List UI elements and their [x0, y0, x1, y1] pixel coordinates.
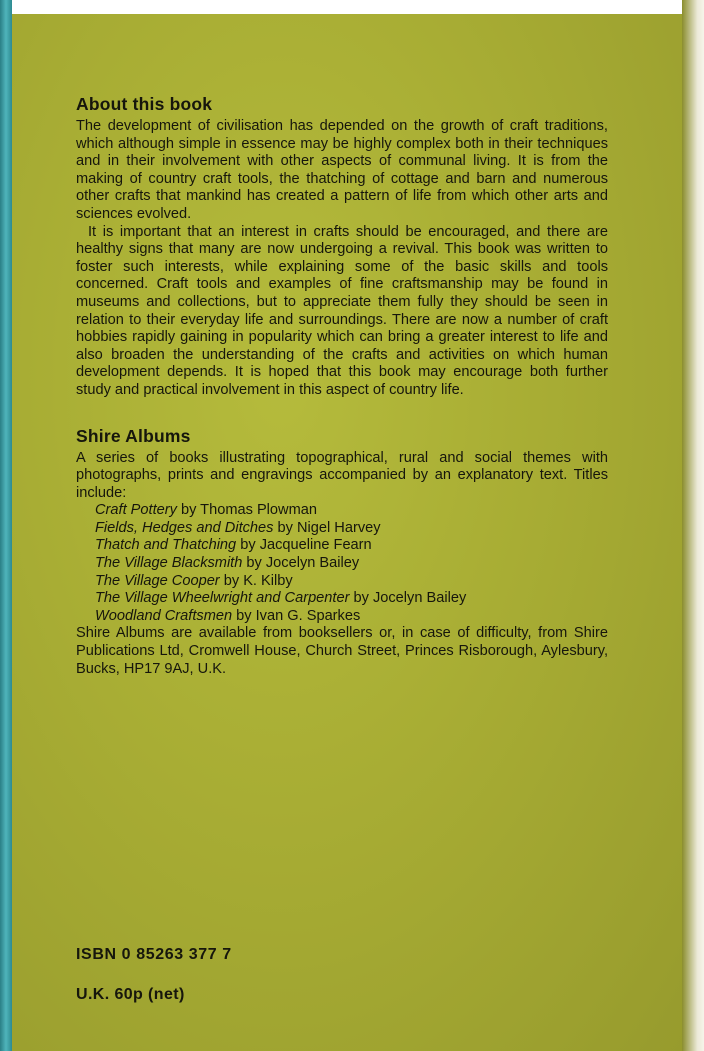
book-author: by Jocelyn Bailey — [349, 590, 467, 607]
about-paragraph-1: The development of civilisation has depended on the growth of craft traditions, which although simple in essence may be highly complex both in their techniques and in their involvement with other aspects of communal living. It is from the making of country craft tools, the thatching of cottage and barn and numerous other crafts that mankind has created a pattern of life from which other arts and sciences evolved. — [76, 118, 608, 222]
book-author: by Thomas Plowman — [176, 502, 317, 519]
price: U.K. 60p (net) — [76, 986, 185, 1003]
book-title: Woodland Craftsmen — [95, 607, 233, 624]
shire-albums-intro: A series of books illustrating topographical, rural and social themes with photographs, prints and engravings accompanied by an explanatory text. Titles include: — [76, 449, 608, 501]
book-title: Craft Pottery — [95, 502, 177, 519]
book-title: Thatch and Thatching — [95, 537, 237, 554]
title-item — [95, 520, 608, 538]
book-author: by Nigel Harvey — [273, 519, 381, 536]
book-spine — [0, 0, 12, 1051]
book-title: The Village Cooper — [95, 572, 220, 589]
book-author: by Jacqueline Fearn — [236, 537, 372, 554]
book-title: The Village Blacksmith — [95, 555, 243, 572]
about-section — [76, 94, 608, 400]
title-item — [95, 608, 608, 626]
book-author: by Jocelyn Bailey — [242, 555, 360, 572]
title-item — [95, 573, 608, 591]
book-author: by Ivan G. Sparkes — [232, 607, 361, 624]
title-item — [95, 502, 608, 520]
shire-albums-section — [76, 426, 608, 679]
cover-text — [76, 94, 608, 678]
title-item — [95, 555, 608, 573]
book-title: The Village Wheelwright and Carpenter — [95, 590, 350, 607]
titles-list — [76, 502, 608, 625]
about-heading: About this book — [76, 94, 213, 114]
book-title: Fields, Hedges and Ditches — [95, 519, 274, 536]
isbn: ISBN 0 85263 377 7 — [76, 946, 232, 963]
shire-albums-heading: Shire Albums — [76, 425, 191, 446]
availability-text: Shire Albums are available from booksellers or, in case of difficulty, from Shire Publications Ltd, Cromwell House, Church Street, Princes Risborough, Aylesbury, Bucks, HP17 9AJ, U.K. — [76, 625, 608, 677]
title-item — [95, 537, 608, 555]
book-author: by K. Kilby — [219, 572, 293, 589]
cover-edge — [682, 0, 704, 1051]
about-paragraph-2: It is important that an interest in crafts should be encouraged, and there are healthy signs that many are now undergoing a revival. This book was written to foster such interests, while explaining some of the basic skills and tools concerned. Craft tools and examples of fine craftsmanship may be found in museums and collections, but to appreciate them fully they should be seen in relation to their everyday life and surroundings. There are now a number of craft hobbies rapidly gaining in popularity which can bring a greater interest to life and also broaden the understanding of the crafts and activities on which human development depends. It is hoped that this book may encourage both further study and practical involvement in this aspect of country life. — [76, 223, 608, 398]
title-item — [95, 590, 608, 608]
